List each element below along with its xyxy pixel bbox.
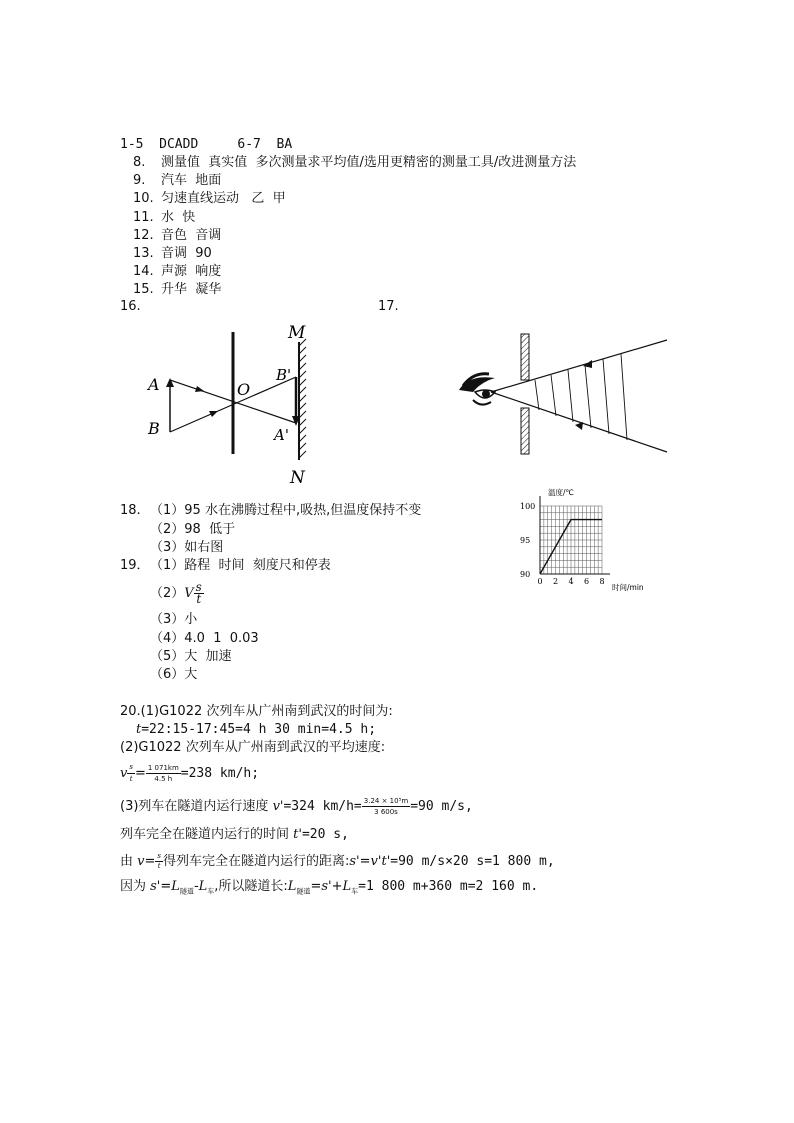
figure-16-mirror <box>140 320 330 490</box>
x-tick-label: 8 <box>599 577 605 586</box>
answer-text: 水 快 <box>161 209 196 225</box>
label-B-prime: B' <box>276 366 292 384</box>
x-tick-label: 4 <box>568 577 574 586</box>
mirror-hatch <box>299 339 306 458</box>
figure-17-view <box>455 330 675 460</box>
q19-line4: （4）4.0 1 0.03 <box>150 631 259 646</box>
label-A: A <box>148 375 160 394</box>
answer-text: 匀速直线运动 乙 甲 <box>161 191 286 207</box>
x-tick-label: 6 <box>584 577 590 586</box>
q20-line4: v $\frac{s}{t}$ = $\frac{1 071km}{4.5 h}$ =238 km/h; <box>120 763 260 783</box>
q18-label: 18. <box>120 503 141 518</box>
answer-text: 音调 90 <box>161 246 212 261</box>
answer-number: 8. <box>133 155 146 170</box>
q17-label: 17. <box>378 299 399 314</box>
q19-line1: （1）路程 时间 刻度尺和停表 <box>150 558 331 573</box>
q19-label: 19． <box>120 558 150 573</box>
label-N: N <box>290 468 305 488</box>
q19-line2: （2）V $\frac{s}{t}$ <box>150 580 202 606</box>
q18-line1: （1）95 水在沸腾过程中,吸热,但温度保持不变 <box>150 503 422 518</box>
x-tick-label: 0 <box>537 577 543 586</box>
answer-text: 汽车 地面 <box>161 173 222 189</box>
q20-line6: 列车完全在隧道内运行的时间 t'=20 s, <box>120 827 349 842</box>
answer-text: 测量值 真实值 多次测量求平均值/选用更精密的测量工具/改进测量方法 <box>161 155 577 170</box>
answer-number: 14. <box>133 264 154 280</box>
y-tick-label: 100 <box>520 502 536 511</box>
y-tick-label: 90 <box>520 570 531 579</box>
answer-number: 12. <box>133 227 154 243</box>
x-axis-label: 时间/min <box>612 583 644 592</box>
q19-line6: （6）大 <box>150 667 198 682</box>
q18-line3: （3）如右图 <box>150 540 224 555</box>
answer-number: 9. <box>133 173 146 189</box>
label-M: M <box>288 323 306 343</box>
q20-line5: (3)列车在隧道内运行速度 v'=324 km/h= $\frac{\text{3.24 × 10⁵m}}{3 600s}$ =90 m/s, <box>120 797 473 816</box>
q19-line5: （5）大 加速 <box>150 649 232 664</box>
temperature-time-graph <box>518 486 658 594</box>
q20-line8: 因为 $s'=L_{隧道}-L_车$,所以隧道长$:L_{隧道}=s'+L_车=1$ 800 m+360 m=2 160 m. <box>120 879 539 896</box>
q20-line2: t=22:15-17:45=4 h 30 min=4.5 h; <box>136 722 377 737</box>
label-O: O <box>237 380 251 399</box>
y-tick-label: 95 <box>520 536 531 545</box>
label-A-prime: A' <box>274 426 289 444</box>
q16-label: 16. <box>120 299 141 314</box>
q20-line1: 20.(1)G1022 次列车从广州南到武汉的时间为: <box>120 704 393 719</box>
q19-line3: （3）小 <box>150 612 198 627</box>
answer-number: 11. <box>133 209 154 225</box>
answer-number: 15. <box>133 282 154 298</box>
x-tick-label: 2 <box>553 577 559 586</box>
answer-number: 10. <box>133 191 154 207</box>
q20-line7: 由 v= $\frac{s}{t}$ 得列车完全在隧道内运行的距离:s'=v't'=90 m/s×20 s=1 800 m, <box>120 852 555 870</box>
answers-1-7: 1-5 DCADD 6-7 BA <box>120 137 293 152</box>
barrier-bottom <box>521 408 529 454</box>
graph-ticks <box>520 502 605 586</box>
answer-text: 升华 凝华 <box>161 282 222 298</box>
answer-text: 声源 响度 <box>161 264 222 280</box>
eye-icon <box>459 374 495 405</box>
q20-line3: (2)G1022 次列车从广州南到武汉的平均速度: <box>120 740 386 755</box>
graph-grid <box>540 506 602 574</box>
barrier-top <box>521 334 529 380</box>
label-B: B <box>148 419 160 438</box>
answer-text: 音色 音调 <box>161 227 222 243</box>
y-axis-label: 温度/℃ <box>548 488 574 497</box>
answer-number: 13. <box>133 246 154 261</box>
q18-line2: （2）98 低于 <box>150 522 236 537</box>
